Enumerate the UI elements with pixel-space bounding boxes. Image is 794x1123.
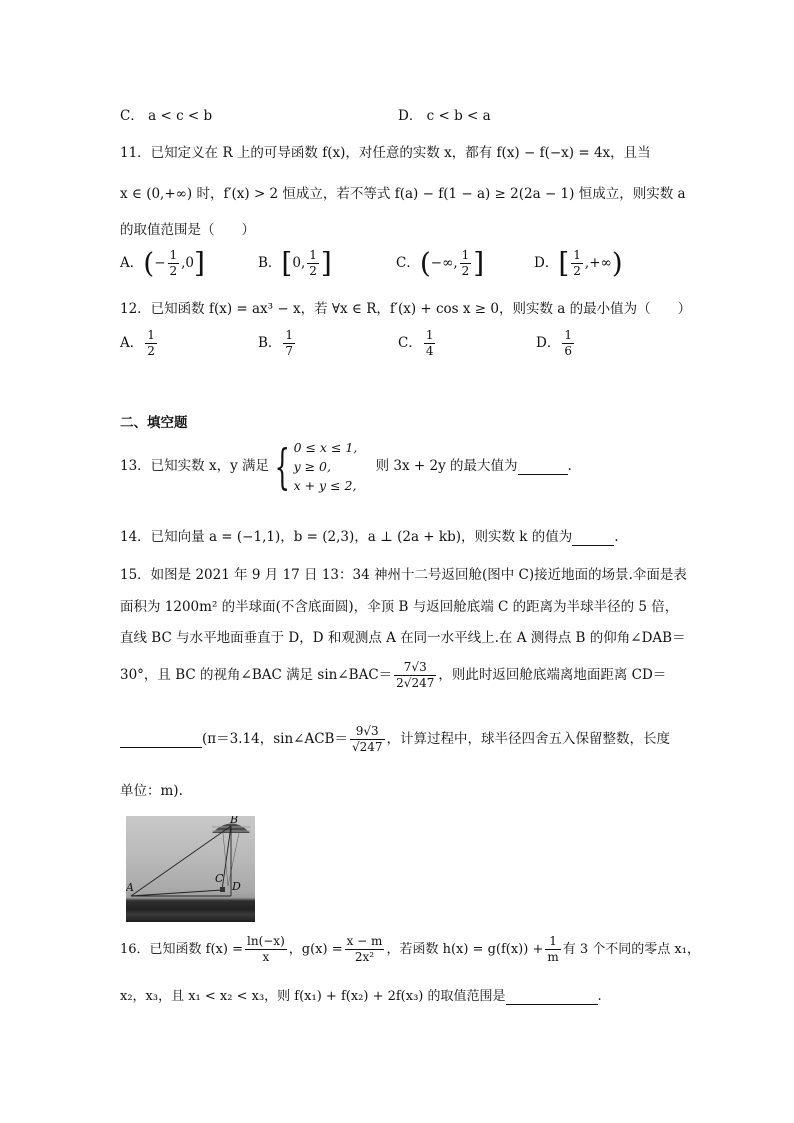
q16-line2: x₂，x₃，且 x₁ < x₂ < x₃，则 f(x₁) + f(x₂) + 2f(x₃) 的取值范围是 . <box>120 989 602 1004</box>
q10-option-d: D． c < b < a <box>398 108 491 124</box>
q14-line: 14．已知向量 a = (−1,1)，b = (2,3)，a ⊥ (2a + kb)，则实数 k 的值为 . <box>120 529 619 545</box>
q12-stem: 12．已知函数 f(x) = ax³ − x，若 ∀x ∈ R，f′(x) + cos x ≥ 0，则实数 a 的最小值为（ ） <box>120 301 692 317</box>
q12-option-c: C． $\frac{1}{4}$ <box>398 328 434 358</box>
q11-line2: x ∈ (0,+∞) 时，f′(x) > 2 恒成立，若不等式 f(a) − f(1 − a) ≥ 2(2a − 1) 恒成立，则实数 a <box>120 186 686 202</box>
q13-answer-blank[interactable] <box>518 458 568 475</box>
q11-option-d: D．[ $\frac{1}{2}$ ,+∞) <box>534 246 623 280</box>
q15-line6: 单位：m). <box>120 783 183 799</box>
q12-option-a: A． $\frac{1}{2}$ <box>120 328 155 358</box>
q12-option-d: D． $\frac{1}{6}$ <box>536 328 572 358</box>
q11-option-b: B．[0, $\frac{1}{2}$ ] <box>258 246 332 280</box>
figure-label-d: D <box>232 880 241 893</box>
q11-option-c: C．(−∞, $\frac{1}{2}$ ] <box>396 246 485 280</box>
figure-label-b: B <box>230 816 239 826</box>
figure-label-c: C <box>215 872 224 885</box>
q11-line3: 的取值范围是（ ） <box>120 222 255 238</box>
q15-line3: 直线 BC 与水平地面垂直于 D，D 和观测点 A 在同一水平线上.在 A 测得点 B 的仰角∠DAB＝ <box>120 630 686 646</box>
q12-option-b: B． $\frac{1}{7}$ <box>258 328 294 358</box>
q15-answer-blank[interactable] <box>120 731 202 748</box>
q11-option-a: A．(− $\frac{1}{2}$ ,0] <box>120 246 205 280</box>
q13-suffix: 则 3x + 2y 的最大值为 <box>375 458 518 474</box>
q13-block: 13．已知实数 x，y 满足 { 0 ≤ x ≤ 1, y ≥ 0, x + y ≤ 2, 则 3x + 2y 的最大值为 . <box>120 438 572 495</box>
q13-prefix: 13．已知实数 x，y 满足 <box>120 458 270 474</box>
figure-label-a: A <box>126 881 134 894</box>
parachute-photo <box>126 816 255 922</box>
q15-line2: 面积为 1200m² 的半球面(不含底面圆)，伞顶 B 与返回舱底端 C 的距离为半球半径的 5 倍， <box>120 599 679 615</box>
q15-line5: (π＝3.14，sin∠ACB＝ $\frac{9√3}{√247}$ ，计算过程中，球半径四舍五入保留整数，长度 <box>120 724 670 755</box>
q16-answer-blank[interactable] <box>506 989 598 1005</box>
section-heading: 二、填空题 <box>120 415 188 431</box>
q13-constraints: 0 ≤ x ≤ 1, y ≥ 0, x + y ≤ 2, <box>293 440 358 493</box>
q16-line1: 16．已知函数 f(x) = $\frac{\ln(-x)}{x}$ ，g(x) = $\frac{x - m}{\text{2x²}}$ ，若函数 h(x) = g(f(x)) + $\frac{1}{m}$ 有 3 个不同的零点 x₁， <box>120 934 700 964</box>
q15-line1: 15．如图是 2021 年 9 月 17 日 13：34 神州十二号返回舱(图中 C)接近地面的场景.伞面是表 <box>120 567 687 583</box>
q15-line4: 30°，且 BC 的视角∠BAC 满足 sin∠BAC＝ $\frac{7√3}{2√247}$ ，则此时返回舱底端离地面距离 CD＝ <box>120 660 667 690</box>
q11-line1: 11．已知定义在 R 上的可导函数 f(x)，对任意的实数 x，都有 f(x) − f(−x) = 4x，且当 <box>120 145 651 161</box>
q14-answer-blank[interactable] <box>572 529 614 546</box>
q10-option-c: C． a < c < b <box>120 108 213 124</box>
